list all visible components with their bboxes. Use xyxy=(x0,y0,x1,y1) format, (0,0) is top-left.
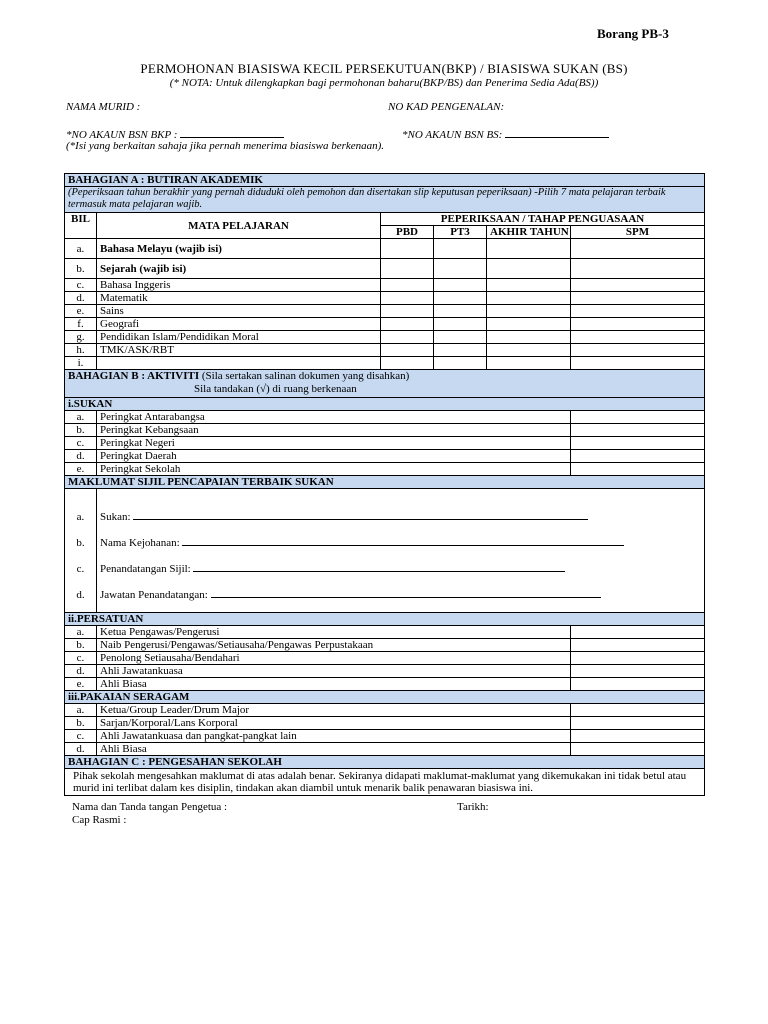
official-stamp-label: Cap Rasmi : xyxy=(72,814,127,826)
bsn-footnote: (*Isi yang berkaitan sahaja jika pernah menerima biasiswa berkenaan). xyxy=(66,140,385,152)
uniform-position-bil: b. xyxy=(65,717,97,730)
exam-col-akhir-tahun: AKHIR TAHUN xyxy=(487,226,571,239)
subject-row xyxy=(65,239,705,259)
subject-bil: h. xyxy=(65,344,97,357)
subject-bil: b. xyxy=(65,259,97,279)
sukan-level-bil: a. xyxy=(65,411,97,424)
bsn-bkp-field[interactable] xyxy=(180,128,284,138)
sukan-title: i.SUKAN xyxy=(65,398,705,411)
grade-pt3-cell[interactable] xyxy=(434,344,487,357)
uniform-position-bil: c. xyxy=(65,730,97,743)
certificate-info-bil: a. xyxy=(65,489,97,526)
grade-spm-cell[interactable] xyxy=(571,331,705,344)
uniform-position-label: Ahli Jawatankuasa dan pangkat-pangkat lain xyxy=(97,730,571,743)
sukan-level-tick-box[interactable] xyxy=(571,450,705,463)
grade-pbd-cell[interactable] xyxy=(381,305,434,318)
form-note: (* NOTA: Untuk dilengkapkan bagi permohonan baharu(BKP/BS) dan Penerima Sedia Ada(BS)) xyxy=(169,77,599,89)
uniform-position-bil: d. xyxy=(65,743,97,756)
subject-row xyxy=(65,331,705,344)
subject-row xyxy=(65,279,705,292)
form-code: Borang PB-3 xyxy=(597,26,669,41)
exam-col-spm: SPM xyxy=(571,226,705,239)
bsn-bs-label: *NO AKAUN BSN BS: xyxy=(402,129,503,141)
certificate-info-label: Penandatangan Sijil: xyxy=(100,562,191,575)
grade-pbd-cell[interactable] xyxy=(381,279,434,292)
uniform-position-row xyxy=(65,743,705,756)
certificate-info-row xyxy=(65,489,705,526)
certificate-info-field[interactable] xyxy=(133,509,588,520)
subject-row xyxy=(65,357,705,370)
sukan-level-row xyxy=(65,450,705,463)
certificate-info-field[interactable] xyxy=(193,561,565,572)
sukan-level-tick-box[interactable] xyxy=(571,424,705,437)
sukan-level-label: Peringkat Negeri xyxy=(97,437,571,450)
uniform-position-tick-box[interactable] xyxy=(571,730,705,743)
bsn-bs-field[interactable] xyxy=(505,128,609,138)
grade-akhir-tahun-cell[interactable] xyxy=(487,259,571,279)
date-label: Tarikh: xyxy=(457,801,489,813)
uniform-position-bil: a. xyxy=(65,704,97,717)
section-b-instruction: (Sila sertakan salinan dokumen yang disahkan) xyxy=(201,370,410,382)
persatuan-position-label: Naib Pengerusi/Pengawas/Setiausaha/Pengawas Perpustakaan xyxy=(97,639,571,652)
subject-name: Geografi xyxy=(97,318,381,331)
section-b-title: BAHAGIAN B : AKTIVITI xyxy=(68,370,200,382)
ic-number-label: NO KAD PENGENALAN: xyxy=(388,101,505,113)
exam-header: PEPERIKSAAN / TAHAP PENGUASAAN xyxy=(381,213,705,226)
persatuan-position-label: Ahli Biasa xyxy=(97,678,571,691)
subject-bil: a. xyxy=(65,239,97,259)
persatuan-position-tick-box[interactable] xyxy=(571,626,705,639)
grade-pt3-cell[interactable] xyxy=(434,259,487,279)
persatuan-position-label: Penolong Setiausaha/Bendahari xyxy=(97,652,571,665)
maklumat-title: MAKLUMAT SIJIL PENCAPAIAN TERBAIK SUKAN xyxy=(65,476,705,489)
certificate-info-bil: d. xyxy=(65,578,97,604)
persatuan-position-bil: e. xyxy=(65,678,97,691)
grade-pbd-cell[interactable] xyxy=(381,331,434,344)
student-name-label: NAMA MURID : xyxy=(66,101,141,113)
sukan-level-label: Peringkat Antarabangsa xyxy=(97,411,571,424)
principal-signature-label: Nama dan Tanda tangan Pengetua : xyxy=(72,801,228,813)
subject-name xyxy=(97,357,381,370)
uniform-position-row xyxy=(65,717,705,730)
grade-spm-cell[interactable] xyxy=(571,357,705,370)
application-form-table xyxy=(64,173,705,796)
subject-name: Matematik xyxy=(97,292,381,305)
grade-pt3-cell[interactable] xyxy=(434,331,487,344)
sukan-level-row xyxy=(65,424,705,437)
sukan-level-bil: c. xyxy=(65,437,97,450)
subject-header: MATA PELAJARAN xyxy=(97,213,381,239)
grade-spm-cell[interactable] xyxy=(571,279,705,292)
subject-name: Pendidikan Islam/Pendidikan Moral xyxy=(97,331,381,344)
subject-bil: i. xyxy=(65,357,97,370)
grade-pt3-cell[interactable] xyxy=(434,239,487,259)
sukan-level-row xyxy=(65,411,705,424)
exam-col-pbd: PBD xyxy=(381,226,434,239)
persatuan-position-row xyxy=(65,678,705,691)
certificate-info-label: Jawatan Penandatangan: xyxy=(100,588,208,601)
sukan-level-tick-box[interactable] xyxy=(571,463,705,476)
uniform-position-label: Ketua/Group Leader/Drum Major xyxy=(97,704,571,717)
persatuan-position-tick-box[interactable] xyxy=(571,652,705,665)
persatuan-position-tick-box[interactable] xyxy=(571,665,705,678)
section-b-tick-instruction: Sila tandakan (√) di ruang berkenaan xyxy=(194,383,357,395)
section-c-statement: Pihak sekolah mengesahkan maklumat di atas adalah benar. Sekiranya didapati maklumat-maklumat yang dikemukakan ini tidak betul atau murid ini terlibat dalam kes disiplin, tindakan akan diambil untuk menarik balik penawaran biasiswa ini. xyxy=(65,769,705,796)
grade-spm-cell[interactable] xyxy=(571,318,705,331)
certificate-info-row xyxy=(65,578,705,604)
sukan-level-bil: e. xyxy=(65,463,97,476)
subject-bil: g. xyxy=(65,331,97,344)
uniform-position-label: Sarjan/Korporal/Lans Korporal xyxy=(97,717,571,730)
grade-akhir-tahun-cell[interactable] xyxy=(487,357,571,370)
sukan-level-row xyxy=(65,463,705,476)
certificate-info-row xyxy=(65,526,705,552)
form-title: PERMOHONAN BIASISWA KECIL PERSEKUTUAN(BKP) / BIASISWA SUKAN (BS) xyxy=(140,61,628,76)
uniform-position-row xyxy=(65,730,705,743)
grade-akhir-tahun-cell[interactable] xyxy=(487,344,571,357)
grade-pt3-cell[interactable] xyxy=(434,318,487,331)
grade-spm-cell[interactable] xyxy=(571,239,705,259)
grade-spm-cell[interactable] xyxy=(571,259,705,279)
grade-pbd-cell[interactable] xyxy=(381,239,434,259)
uniform-position-label: Ahli Biasa xyxy=(97,743,571,756)
sukan-level-tick-box[interactable] xyxy=(571,411,705,424)
subject-name: Bahasa Melayu (wajib isi) xyxy=(97,239,381,259)
uniform-position-tick-box[interactable] xyxy=(571,743,705,756)
grade-pbd-cell[interactable] xyxy=(381,344,434,357)
exam-col-pt3: PT3 xyxy=(434,226,487,239)
subject-row xyxy=(65,305,705,318)
sukan-level-label: Peringkat Daerah xyxy=(97,450,571,463)
persatuan-position-bil: b. xyxy=(65,639,97,652)
grade-pbd-cell[interactable] xyxy=(381,357,434,370)
grade-pbd-cell[interactable] xyxy=(381,292,434,305)
grade-spm-cell[interactable] xyxy=(571,344,705,357)
grade-pbd-cell[interactable] xyxy=(381,259,434,279)
grade-akhir-tahun-cell[interactable] xyxy=(487,279,571,292)
grade-pt3-cell[interactable] xyxy=(434,357,487,370)
persatuan-position-tick-box[interactable] xyxy=(571,678,705,691)
persatuan-position-tick-box[interactable] xyxy=(571,639,705,652)
grade-akhir-tahun-cell[interactable] xyxy=(487,318,571,331)
sukan-level-label: Peringkat Kebangsaan xyxy=(97,424,571,437)
sukan-level-tick-box[interactable] xyxy=(571,437,705,450)
certificate-info-bil: b. xyxy=(65,526,97,552)
grade-pbd-cell[interactable] xyxy=(381,318,434,331)
grade-pt3-cell[interactable] xyxy=(434,279,487,292)
persatuan-position-bil: d. xyxy=(65,665,97,678)
persatuan-position-row xyxy=(65,652,705,665)
certificate-info-field[interactable] xyxy=(182,535,624,546)
persatuan-position-row xyxy=(65,665,705,678)
persatuan-position-row xyxy=(65,639,705,652)
subject-bil: d. xyxy=(65,292,97,305)
subject-bil: e. xyxy=(65,305,97,318)
certificate-info-label: Sukan: xyxy=(100,510,131,523)
persatuan-position-bil: a. xyxy=(65,626,97,639)
sukan-level-row xyxy=(65,437,705,450)
grade-pt3-cell[interactable] xyxy=(434,305,487,318)
sukan-level-bil: b. xyxy=(65,424,97,437)
grade-spm-cell[interactable] xyxy=(571,305,705,318)
grade-akhir-tahun-cell[interactable] xyxy=(487,305,571,318)
bil-header: BIL xyxy=(65,213,97,239)
subject-name: Sejarah (wajib isi) xyxy=(97,259,381,279)
bsn-bkp-label: *NO AKAUN BSN BKP : xyxy=(66,129,178,141)
subject-row xyxy=(65,292,705,305)
subject-name: Sains xyxy=(97,305,381,318)
uniform-position-tick-box[interactable] xyxy=(571,717,705,730)
certificate-info-bil: c. xyxy=(65,552,97,578)
grade-pt3-cell[interactable] xyxy=(434,292,487,305)
subject-name: TMK/ASK/RBT xyxy=(97,344,381,357)
uniform-position-row xyxy=(65,704,705,717)
certificate-info-label: Nama Kejohanan: xyxy=(100,536,180,549)
sukan-level-label: Peringkat Sekolah xyxy=(97,463,571,476)
uniform-position-tick-box[interactable] xyxy=(571,704,705,717)
subject-bil: c. xyxy=(65,279,97,292)
section-a-title: BAHAGIAN A : BUTIRAN AKADEMIK xyxy=(65,174,705,187)
subject-bil: f. xyxy=(65,318,97,331)
persatuan-title: ii.PERSATUAN xyxy=(65,613,705,626)
section-c-title: BAHAGIAN C : PENGESAHAN SEKOLAH xyxy=(65,756,705,769)
persatuan-position-label: Ketua Pengawas/Pengerusi xyxy=(97,626,571,639)
persatuan-position-label: Ahli Jawatankuasa xyxy=(97,665,571,678)
grade-akhir-tahun-cell[interactable] xyxy=(487,239,571,259)
persatuan-position-bil: c. xyxy=(65,652,97,665)
pakaian-title: iii.PAKAIAN SERAGAM xyxy=(65,691,705,704)
certificate-info-field[interactable] xyxy=(211,587,601,598)
grade-akhir-tahun-cell[interactable] xyxy=(487,331,571,344)
section-a-instruction: (Peperiksaan tahun berakhir yang pernah diduduki oleh pemohon dan disertakan slip keputusan peperiksaan) -Pilih 7 mata pelajaran terbaik termasuk mata pelajaran wajib. xyxy=(65,187,705,213)
subject-row xyxy=(65,259,705,279)
subject-row xyxy=(65,318,705,331)
certificate-info-row xyxy=(65,552,705,578)
persatuan-position-row xyxy=(65,626,705,639)
sukan-level-bil: d. xyxy=(65,450,97,463)
grade-spm-cell[interactable] xyxy=(571,292,705,305)
grade-akhir-tahun-cell[interactable] xyxy=(487,292,571,305)
subject-name: Bahasa Inggeris xyxy=(97,279,381,292)
subject-row xyxy=(65,344,705,357)
